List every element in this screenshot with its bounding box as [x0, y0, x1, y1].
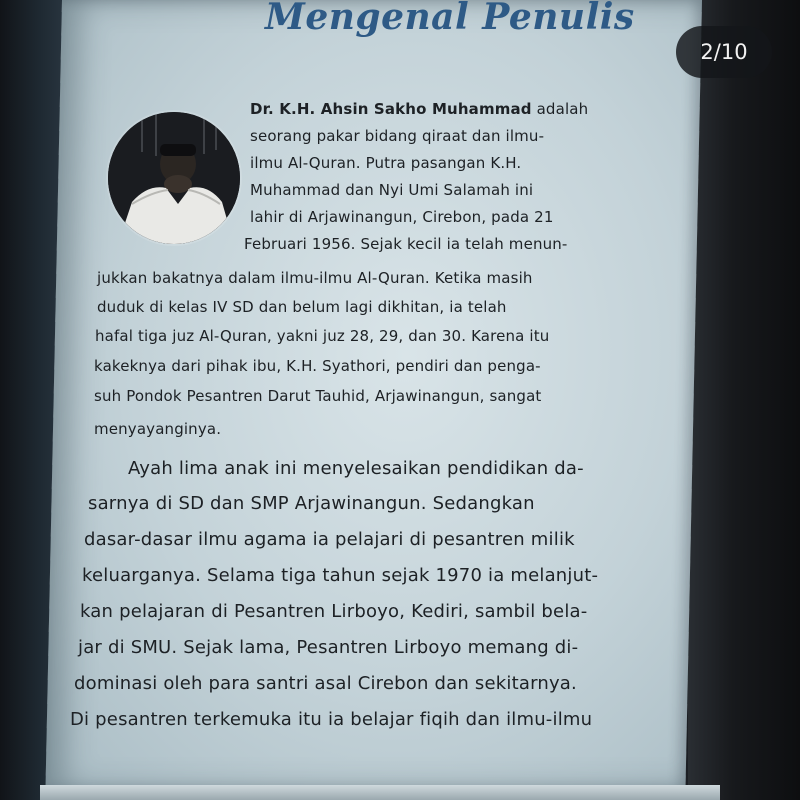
- page-counter-badge: 2/10: [676, 26, 772, 78]
- paragraph-1-line-7: jukkan bakatnya dalam ilmu-ilmu Al-Quran. Ketika masih: [97, 269, 533, 287]
- author-photo-icon: [108, 112, 240, 244]
- paragraph-2-line-3: dasar-dasar ilmu agama ia pelajari di pesantren milik: [84, 529, 575, 550]
- background-right: [688, 0, 800, 800]
- paragraph-2-line-7: dominasi oleh para santri asal Cirebon dan sekitarnya.: [74, 673, 577, 694]
- paragraph-1-line-6: Februari 1956. Sejak kecil ia telah menun-: [244, 235, 568, 253]
- paragraph-2-line-2: sarnya di SD dan SMP Arjawinangun. Sedangkan: [88, 493, 535, 514]
- paragraph-2-line-8: Di pesantren terkemuka itu ia belajar fiqih dan ilmu-ilmu: [70, 709, 593, 730]
- paragraph-2-line-6: jar di SMU. Sejak lama, Pesantren Lirboyo memang di-: [78, 637, 579, 658]
- paragraph-1-line-1: [250, 100, 588, 118]
- paragraph-1-line-11: suh Pondok Pesantren Darut Tauhid, Arjawinangun, sangat: [94, 387, 542, 405]
- paragraph-1-line-5: lahir di Arjawinangun, Cirebon, pada 21: [250, 208, 554, 226]
- page-heading: Mengenal Penulis: [265, 0, 635, 38]
- author-portrait: [108, 112, 240, 244]
- paragraph-1-line-8: duduk di kelas IV SD dan belum lagi dikhitan, ia telah: [97, 298, 507, 316]
- paragraph-1-line-2: seorang pakar bidang qiraat dan ilmu-: [250, 127, 545, 145]
- paragraph-1-line-1-text: adalah: [531, 100, 589, 118]
- paragraph-1-line-9: hafal tiga juz Al-Quran, yakni juz 28, 29, dan 30. Karena itu: [95, 327, 550, 345]
- paragraph-1-line-3: ilmu Al-Quran. Putra pasangan K.H.: [250, 154, 522, 172]
- paragraph-1-line-4: Muhammad dan Nyi Umi Salamah ini: [250, 181, 534, 199]
- paragraph-2-line-5: kan pelajaran di Pesantren Lirboyo, Kediri, sambil bela-: [80, 601, 588, 622]
- author-name: Dr. K.H. Ahsin Sakho Muhammad: [250, 100, 532, 118]
- paragraph-2-line-4: keluarganya. Selama tiga tahun sejak 1970 ia melanjut-: [82, 565, 599, 586]
- paragraph-1-line-10: kakeknya dari pihak ibu, K.H. Syathori, pendiri dan penga-: [94, 357, 541, 375]
- page-edge: [40, 785, 720, 800]
- paragraph-2-line-1: Ayah lima anak ini menyelesaikan pendidikan da-: [128, 458, 584, 479]
- paragraph-1-line-12: menyayanginya.: [94, 420, 222, 438]
